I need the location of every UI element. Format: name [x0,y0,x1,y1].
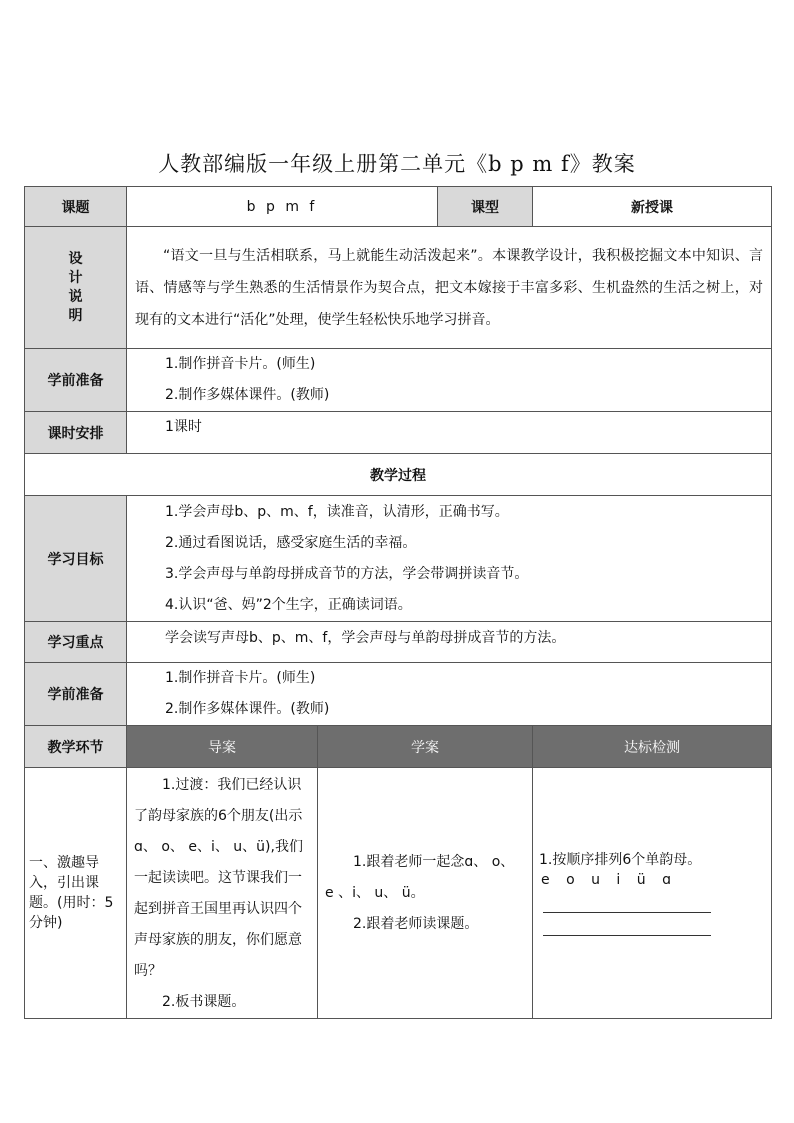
design-label-text: 设计说明 [68,250,83,324]
goal-item: 1.学会声母b、p、m、f，读准音，认清形，正确书写。 [165,503,509,520]
step-row-1 [25,768,772,1019]
answer-line[interactable] [543,890,711,913]
type-label: 课型 [438,187,533,227]
prep-item: 2.制作多媒体课件。(教师) [165,387,330,403]
col-stage: 教学环节 [25,726,127,768]
goals-label: 学习目标 [25,496,127,622]
prep-label-2: 学前准备 [25,663,127,726]
prep-item: 1.制作拼音卡片。(师生) [165,670,316,686]
guide-cell [127,768,318,1019]
prep-row-2 [25,663,772,726]
column-header-row [25,726,772,768]
focus-row [25,622,772,663]
prep-row-1 [25,349,772,412]
goals-list [127,496,772,622]
check-cell [533,768,772,1019]
check-letters: e o u i ü ɑ [541,872,677,888]
schedule-row [25,412,772,454]
prep-item: 2.制作多媒体课件。(教师) [165,701,330,717]
topic-value: b p m f [127,187,438,227]
guide-text-2: 2.板书课题。 [162,994,246,1010]
col-guide: 导案 [127,726,318,768]
schedule-value: 1课时 [127,412,772,454]
type-value: 新授课 [533,187,772,227]
stage-cell: 一、激趣导入，引出课题。(用时：5分钟) [25,768,127,1019]
process-title-row [25,454,772,496]
design-label [25,227,127,349]
header-row [25,187,772,227]
goal-item: 4.认识“爸、妈”2个生字，正确读词语。 [165,596,412,613]
guide-text-1: 1.过渡：我们已经认识了韵母家族的6个朋友(出示ɑ、 o、 e、i、 u、ü),我们一起读读吧。这节课我们一起到拼音王国里再认识四个声母家族的朋友，你们愿意吗？ [134,777,303,979]
schedule-label: 课时安排 [25,412,127,454]
prep-label-1: 学前准备 [25,349,127,412]
design-row [25,227,772,349]
goal-item: 2.通过看图说话，感受家庭生活的幸福。 [165,534,417,551]
col-study: 学案 [318,726,533,768]
goals-row [25,496,772,622]
study-text-1: 1.跟着老师一起念ɑ、 o、 e 、i、 u、 ü。 [325,853,515,901]
document-title: 人教部编版一年级上册第二单元《b p m f》教案 [158,152,636,176]
study-cell [318,768,533,1019]
lesson-plan-table [24,186,772,1019]
focus-label: 学习重点 [25,622,127,663]
answer-line[interactable] [543,913,711,936]
goal-item: 3.学会声母与单韵母拼成音节的方法，学会带调拼读音节。 [165,565,529,582]
topic-label: 课题 [25,187,127,227]
focus-value: 学会读写声母b、p、m、f，学会声母与单韵母拼成音节的方法。 [127,622,772,663]
col-check: 达标检测 [533,726,772,768]
check-question: 1.按顺序排列6个单韵母。 [539,852,702,868]
process-title: 教学过程 [25,454,772,496]
study-text-2: 2.跟着老师读课题。 [353,915,479,932]
prep-list-2 [127,663,772,726]
design-text: “语文一旦与生活相联系，马上就能生动活泼起来”。本课教学设计，我积极挖掘文本中知识、言语、情感等与学生熟悉的生活情景作为契合点，把文本嫁接于丰富多彩、生机盎然的生活之树上，对现有的文本进行“活化”处理，使学生轻松快乐地学习拼音。 [127,227,772,349]
prep-item: 1.制作拼音卡片。(师生) [165,356,316,372]
prep-list-1 [127,349,772,412]
